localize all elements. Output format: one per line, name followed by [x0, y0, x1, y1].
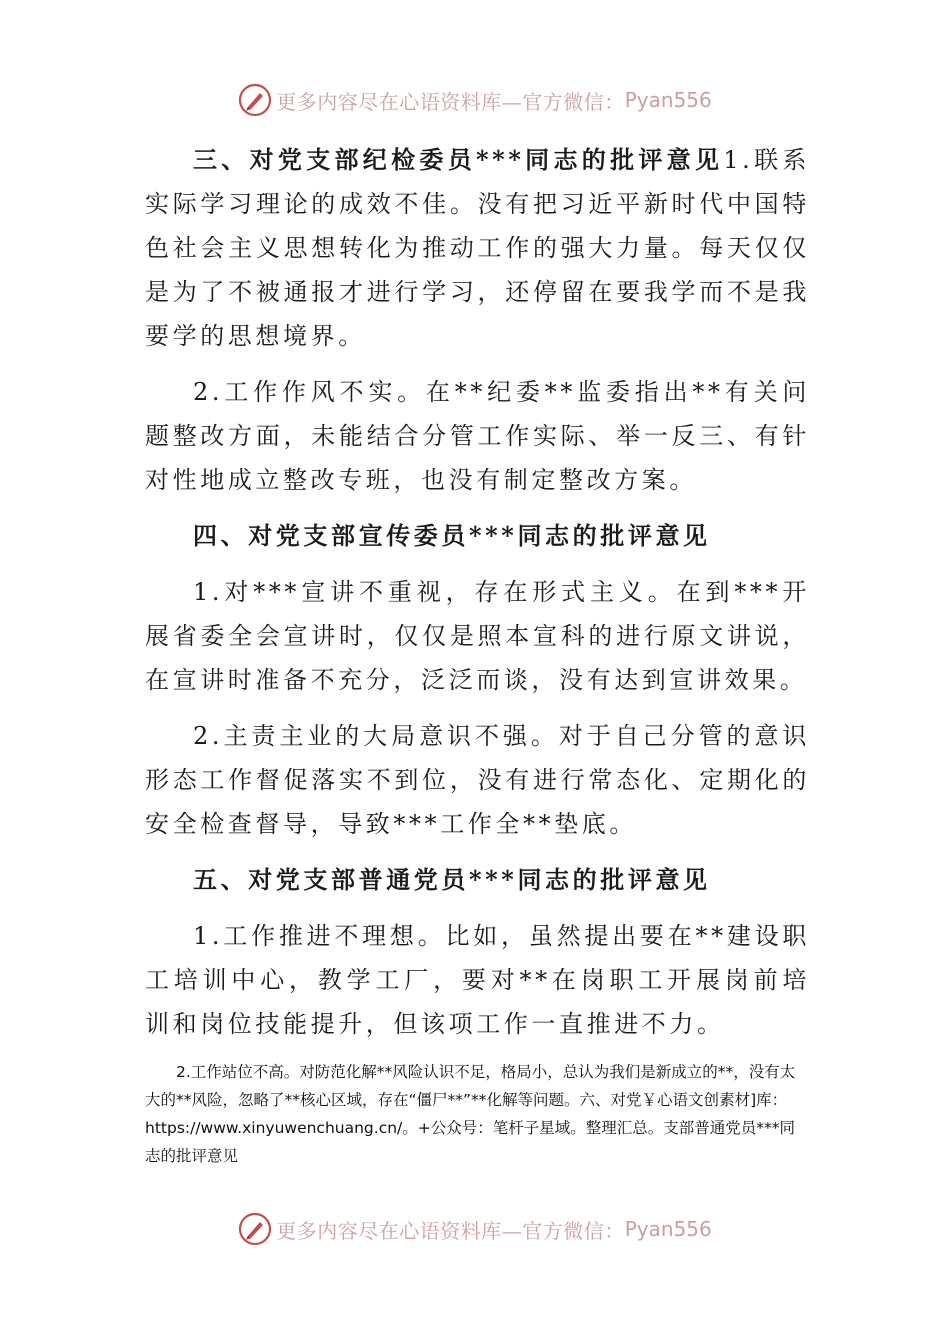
section3-paragraph1 [145, 138, 810, 358]
document-body [145, 138, 810, 1170]
section3-heading: 三、对党支部纪检委员***同志的批评意见 [193, 145, 724, 174]
watermark-wechat-id: Pyan556 [624, 1217, 712, 1241]
footnote-paragraph: 2.工作站位不高。对防范化解**风险认识不足，格局小，总认为我们是新成立的**，没有太大的**风险，忽略了**核心区域，存在“僵尸**”**化解等问题。六、对党￥心语文创素材]库：https://www.xinyuwenchuang.cn/。+公众号：笔杆子星域。整理汇总。支部普通党员***同志的批评意见 [145, 1063, 796, 1165]
watermark-text: 更多内容尽在心语资料库—官方微信： [276, 89, 625, 114]
section5-heading: 五、对党支部普通党员***同志的批评意见 [193, 865, 711, 894]
pen-logo-icon [238, 83, 272, 117]
section3-item1: 1.联系实际学习理论的成效不佳。没有把习近平新时代中国特色社会主义思想转化为推动工作的强大力量。每天仅仅是为了不被通报才进行学习，还停留在要我学而不是我要学的思想境界。 [145, 146, 810, 350]
section4-item2: 2.主责主业的大局意识不强。对于自己分管的意识形态工作督促落实不到位，没有进行常态化、定期化的安全检查督导，导致***工作全**垫底。 [145, 722, 810, 838]
header-watermark [0, 80, 950, 120]
section3-item2: 2.工作作风不实。在**纪委**监委指出**有关问题整改方面，未能结合分管工作实际、举一反三、有针对性地成立整改专班，也没有制定整改方案。 [145, 378, 810, 494]
section5-item1: 1.工作推进不理想。比如，虽然提出要在**建设职工培训中心，教学工厂，要对**在岗职工开展岗前培训和岗位技能提升，但该项工作一直推进不力。 [145, 922, 810, 1038]
section4-item1: 1.对***宣讲不重视，存在形式主义。在到***开展省委全会宣讲时，仅仅是照本宣科的进行原文讲说，在宣讲时准备不充分，泛泛而谈，没有达到宣讲效果。 [145, 578, 810, 694]
watermark-wechat-id: Pyan556 [624, 88, 712, 112]
section4-heading: 四、对党支部宣传委员***同志的批评意见 [193, 521, 711, 550]
watermark-text: 更多内容尽在心语资料库—官方微信： [276, 1218, 625, 1243]
footer-watermark [0, 1209, 950, 1249]
pen-logo-icon [238, 1212, 272, 1246]
